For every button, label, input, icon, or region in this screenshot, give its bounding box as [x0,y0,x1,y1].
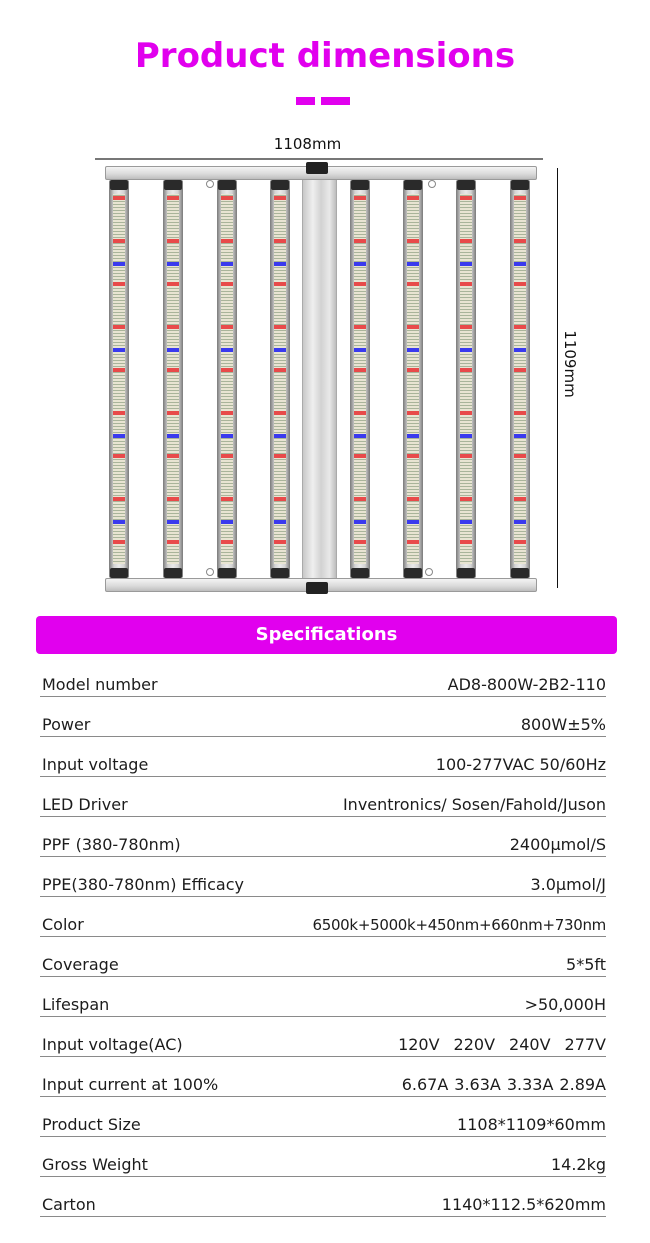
width-dimension-line [95,158,543,160]
led-bar [217,180,237,578]
spec-label: Input voltage [42,755,149,774]
spec-row-coverage [40,937,606,977]
hanging-ring-icon [206,180,214,188]
title-underline-dash-long [321,97,350,105]
spec-row-power [40,697,606,737]
spec-value: 6.67A [401,1075,449,1094]
spec-label: PPF (380-780nm) [42,835,181,854]
spec-value: AD8-800W-2B2-110 [447,675,606,694]
spec-value: 240V [509,1035,551,1054]
center-clip-bottom [306,582,328,594]
hanging-ring-icon [425,568,433,576]
height-dimension-line [557,168,558,588]
spec-row-color [40,897,606,937]
hanging-ring-icon [206,568,214,576]
spec-label: Carton [42,1195,96,1214]
spec-row-input-current [40,1057,606,1097]
spec-value: 120V [398,1035,440,1054]
spec-value: 3.63A [454,1075,501,1094]
title-underline-dash-short [296,97,315,105]
spec-value: 3.33A [506,1075,554,1094]
led-bar [403,180,423,578]
spec-label: PPE(380-780nm) Efficacy [42,875,244,894]
spec-value: 277V [564,1035,606,1054]
hanging-ring-icon [428,180,436,188]
spec-label: Model number [42,675,158,694]
spec-row-led-driver [40,777,606,817]
spec-label: Input voltage(AC) [42,1035,183,1054]
spec-value: Inventronics/ Sosen/Fahold/Juson [342,795,606,814]
spec-value: 2400μmol/S [509,835,606,854]
spec-value: 800W±5% [520,715,606,734]
spec-value: 1140*112.5*620mm [441,1195,606,1214]
spec-row-product-size [40,1097,606,1137]
spec-label: Input current at 100% [42,1075,219,1094]
spec-value: >50,000H [524,995,606,1014]
spec-label: LED Driver [42,795,128,814]
led-bar [456,180,476,578]
led-bar [510,180,530,578]
spec-value: 1108*1109*60mm [457,1115,606,1134]
spec-label: Coverage [42,955,119,974]
spec-row-gross-weight [40,1137,606,1177]
spec-row-carton [40,1177,606,1217]
spec-label: Product Size [42,1115,141,1134]
spec-value: 220V [453,1035,496,1054]
center-beam [302,180,337,578]
spec-value: 14.2kg [550,1155,606,1174]
spec-value: 5*5ft [566,955,606,974]
spec-label: Power [42,715,91,734]
spec-row-input-voltage-ac [40,1017,606,1057]
spec-row-lifespan [40,977,606,1017]
grow-light-fixture-image [105,166,537,592]
spec-label: Gross Weight [42,1155,148,1174]
spec-value-list [402,1075,606,1094]
spec-value: 2.89A [559,1075,606,1094]
spec-row-ppe [40,857,606,897]
spec-row-input-voltage [40,737,606,777]
center-clip-top [306,162,328,174]
width-dimension-label: 1108mm [273,135,342,153]
led-bar [270,180,290,578]
led-bar [109,180,129,578]
spec-label: Lifespan [42,995,110,1014]
page-title: Product dimensions [134,36,516,76]
specifications-header: Specifications [36,616,617,654]
specifications-table [40,657,606,1217]
height-dimension-label: 1109mm [561,330,579,398]
spec-value: 3.0μmol/J [530,875,606,894]
spec-value: 100-277VAC 50/60Hz [435,755,606,774]
spec-value-list [398,1035,606,1054]
led-bar [350,180,370,578]
spec-row-ppf [40,817,606,857]
led-bar [163,180,183,578]
spec-label: Color [42,915,84,934]
spec-row-model-number [40,657,606,697]
spec-value: 6500k+5000k+450nm+660nm+730nm [312,916,606,934]
